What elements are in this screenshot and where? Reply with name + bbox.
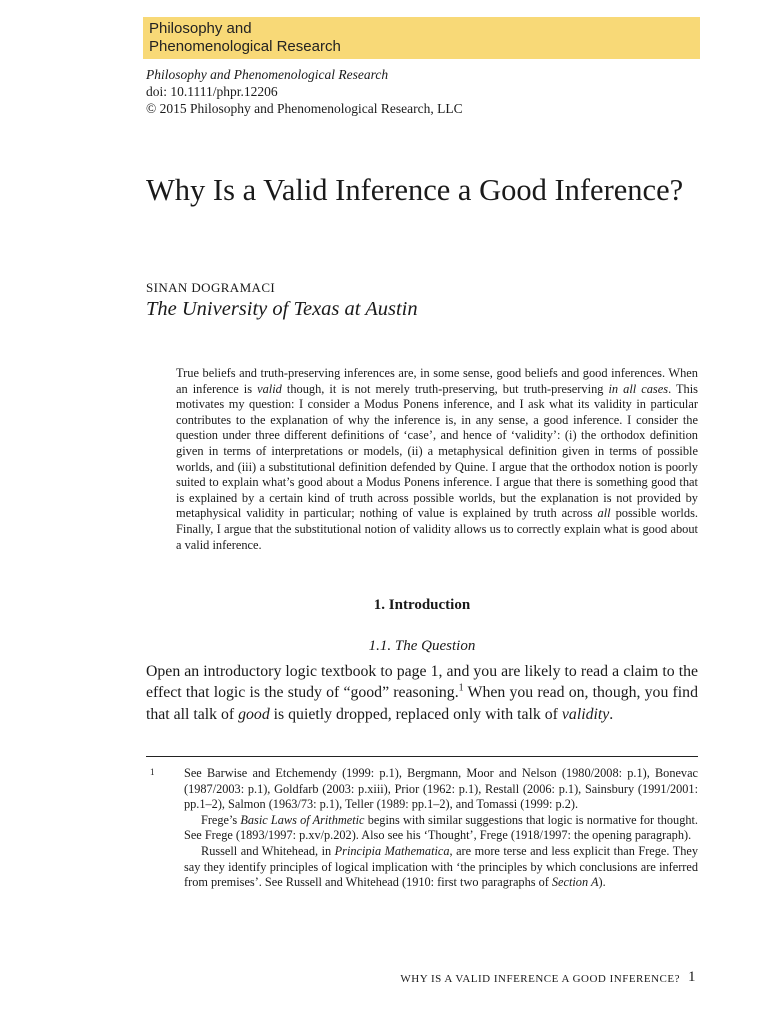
footnote-text: Russell and Whitehead, in — [201, 843, 335, 858]
footnote-paragraph — [184, 813, 698, 844]
publication-info — [146, 66, 463, 117]
abstract-emphasis: in all cases — [608, 381, 669, 396]
abstract — [176, 366, 698, 553]
running-head: WHY IS A VALID INFERENCE A GOOD INFERENCE? — [400, 973, 680, 985]
subsection-heading: 1.1. The Question — [368, 638, 476, 654]
author-affiliation: The University of Texas at Austin — [146, 298, 418, 320]
journal-name: Philosophy and Phenomenological Research — [146, 67, 389, 82]
footnote-paragraph: See Barwise and Etchemendy (1999: p.1), Bergmann, Moor and Nelson (1980/2008: p.1), Bonevac (1987/2003: p.1), Goldfarb (2003: p.xiii), Prior (1962: p.1), Restall (2006: p.1), Sainsbury (1991/2001: pp.1–2), Salmon (1963/73: p.1), Teller (1989: pp.1–2), and Tomassi (1999: p.2). — [184, 766, 698, 812]
body-emphasis: good — [238, 705, 270, 723]
footnote-text: ). — [598, 875, 606, 890]
footnote-text: Frege’s — [201, 812, 241, 827]
footnote-text: , are more terse and less explicit than Frege. They say they identify principles of logical implication with ‘the principles by which conclusions are inferred from premises’. See Russell and Whitehead (1910: first two paragraphs of — [184, 843, 698, 890]
body-emphasis: validity — [561, 705, 610, 723]
abstract-text: though, it is not merely truth-preserving, but truth-preserving — [281, 381, 609, 396]
body-text: When you read on, though, you find that all talk of — [146, 684, 698, 723]
abstract-text: possible worlds. Finally, I argue that the substitutional notion of validity allows us to correctly explain what is good about a valid inference. — [176, 506, 698, 552]
abstract-emphasis: all — [597, 506, 611, 521]
abstract-text: . This motivates my question: I consider a Modus Ponens inference, and I ask what its validity in particular contributes to the explanation of why the inference is, in any sense, a good inference. I consider the question under three different definitions of ‘case’, and hence of ‘validity’: (i) the orthodox definition given in terms of interpretations or models, (ii) a metaphysical definition given in terms of possible worlds, and (iii) a substitutional definition defended by Quine. I argue that the orthodox notion is poorly suited to explain what’s good about a Modus Ponens inference. I argue that there is something good that is explained by a certain kind of truth across possible worlds, but the explanation is not provided by metaphysical validity in particular; nothing of value is explained by truth across — [176, 381, 698, 521]
footnote-emphasis: Principia Mathematica — [334, 843, 450, 858]
section-heading: 1. Introduction — [373, 597, 471, 613]
footnote-reference[interactable]: 1 — [458, 683, 464, 695]
footnote-text: begins with similar suggestions that logic is normative for thought. See Frege (1893/1997: p.xv/p.202). Also see his ‘Thought’, Frege (1918/1997: the opening paragraph). — [184, 812, 698, 843]
abstract-text: True beliefs and truth-preserving inferences are, in some sense, good beliefs and good inferences. When an inference is — [176, 366, 698, 396]
footnote-emphasis: Basic Laws of Arithmetic — [240, 812, 365, 827]
footnote-paragraph — [184, 844, 698, 891]
footnote-number: 1 — [150, 767, 155, 777]
body-paragraph — [146, 661, 698, 725]
body-text: Open an introductory logic textbook to page 1, and you are likely to read a claim to the effect that logic is the study of “good” reasoning. — [146, 663, 698, 702]
footnote-emphasis: Section A — [551, 875, 599, 890]
body-text: . — [609, 705, 614, 723]
footnote-divider — [146, 756, 698, 757]
footnote — [184, 766, 698, 891]
article-title: Why Is a Valid Inference a Good Inference? — [146, 173, 684, 207]
abstract-emphasis: valid — [257, 381, 282, 396]
author-name: SINAN DOGRAMACI — [146, 280, 276, 295]
body-text: is quietly dropped, replaced only with talk of — [269, 705, 562, 723]
doi: doi: 10.1111/phpr.12206 — [146, 84, 278, 99]
page-number: 1 — [688, 969, 696, 985]
journal-banner — [143, 17, 700, 59]
copyright: © 2015 Philosophy and Phenomenological Research, LLC — [146, 101, 463, 116]
journal-banner-line1: Philosophy and — [149, 20, 252, 37]
journal-banner-line2: Phenomenological Research — [149, 38, 341, 55]
